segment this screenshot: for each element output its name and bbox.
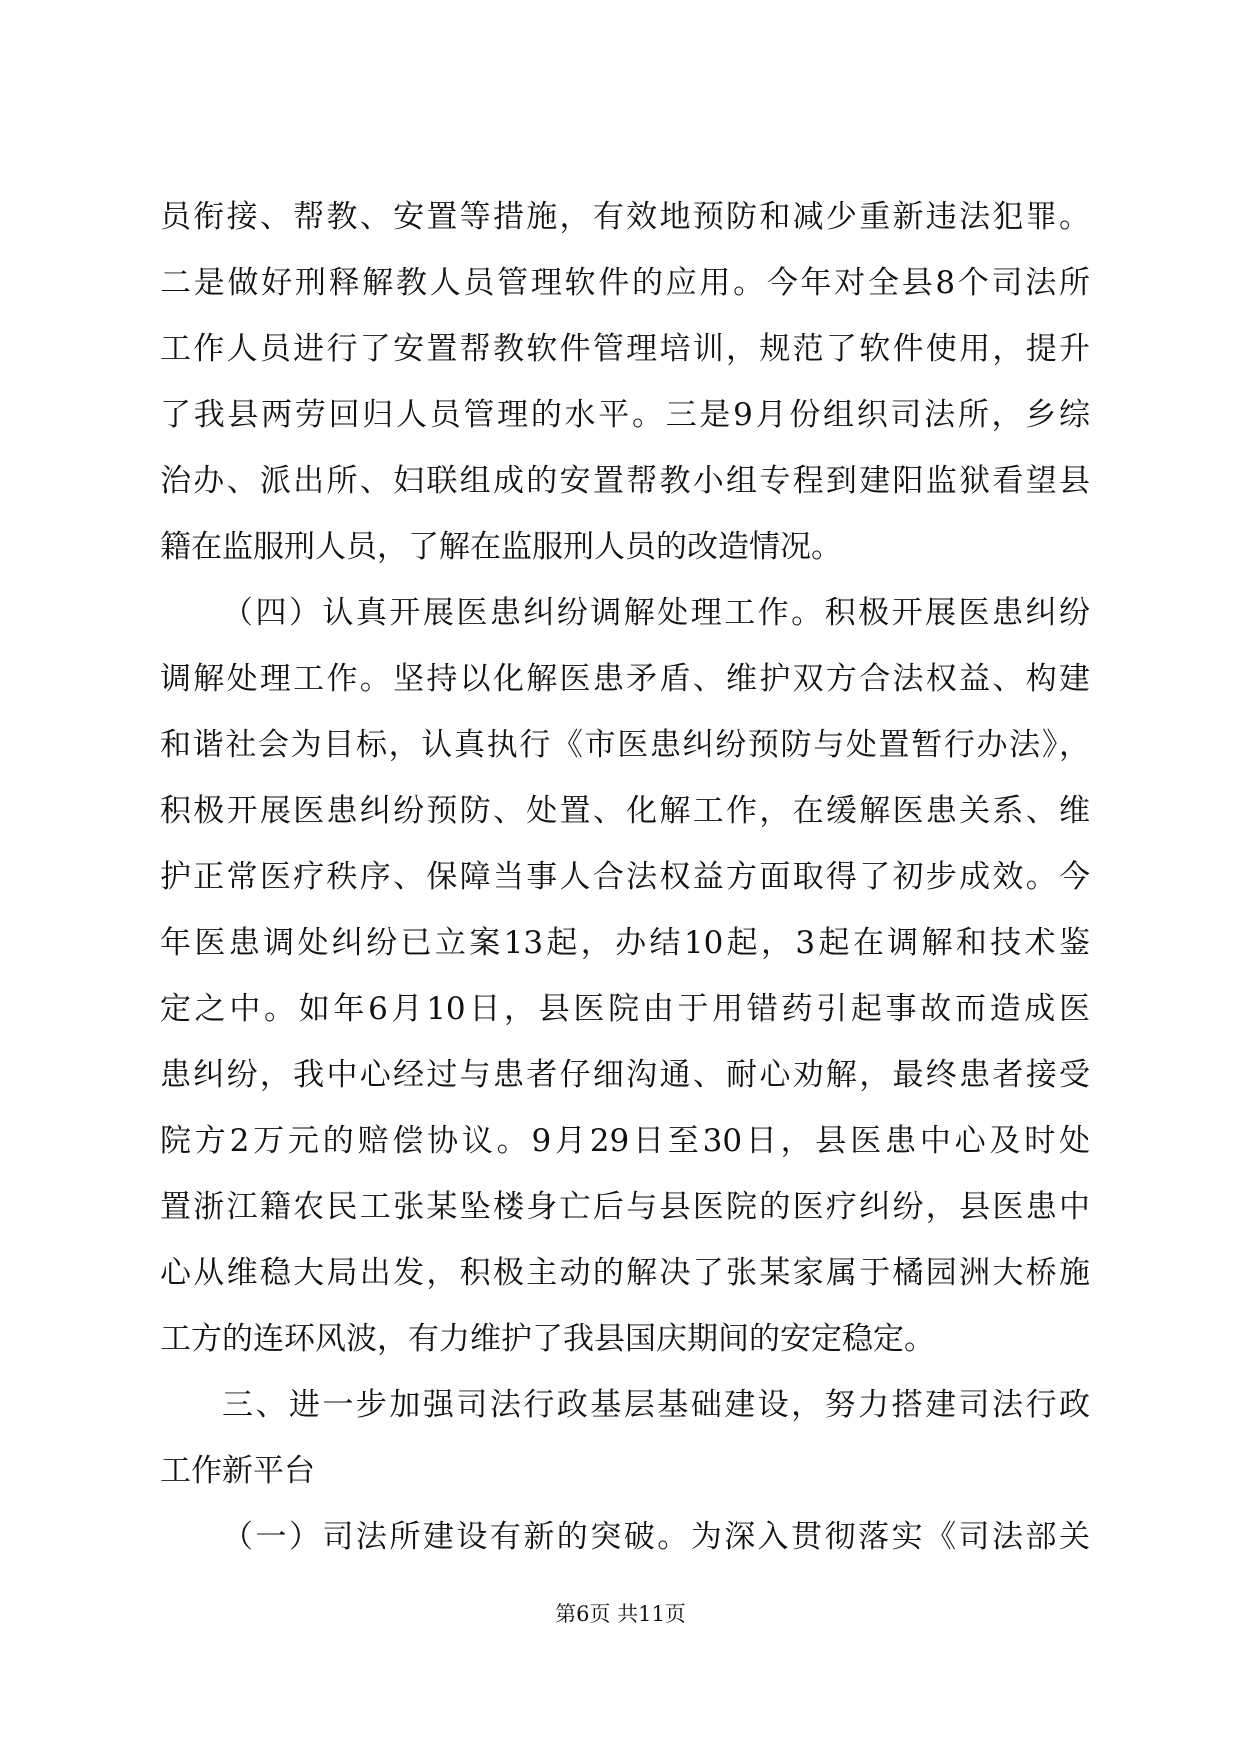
- text-line-17: 心从维稳大局出发，积极主动的解决了张某家属于橘园洲大桥施: [160, 1255, 1090, 1291]
- text-line-14: 患纠纷，我中心经过与患者仔细沟通、耐心劝解，最终患者接受: [160, 1057, 1090, 1093]
- text-line-15: 院方2万元的赔偿协议。9月29日至30日，县医患中心及时处: [160, 1123, 1090, 1159]
- text-line-9: 和谐社会为目标，认真执行《市医患纠纷预防与处置暂行办法》，: [160, 727, 1090, 763]
- text-line-7: （四）认真开展医患纠纷调解处理工作。积极开展医患纠纷: [222, 595, 1090, 631]
- document-body: [160, 184, 1090, 1570]
- text-line-13: 定之中。如年6月10日，县医院由于用错药引起事故而造成医: [160, 991, 1090, 1027]
- text-line-2: 二是做好刑释解教人员管理软件的应用。今年对全县8个司法所: [160, 265, 1090, 301]
- section-heading-line-1: 三、进一步加强司法行政基层基础建设，努力搭建司法行政: [222, 1387, 1090, 1423]
- text-line-6: 籍在监服刑人员，了解在监服刑人员的改造情况。: [160, 529, 842, 565]
- text-line-12: 年医患调处纠纷已立案13起，办结10起，3起在调解和技术鉴: [160, 925, 1090, 961]
- text-line-18: 工方的连环风波，有力维护了我县国庆期间的安定稳定。: [160, 1321, 935, 1357]
- text-line-1: 员衔接、帮教、安置等措施，有效地预防和减少重新违法犯罪。: [160, 199, 1090, 235]
- text-line-8: 调解处理工作。坚持以化解医患矛盾、维护双方合法权益、构建: [160, 661, 1090, 697]
- text-line-16: 置浙江籍农民工张某坠楼身亡后与县医院的医疗纠纷，县医患中: [160, 1189, 1090, 1225]
- text-line-3: 工作人员进行了安置帮教软件管理培训，规范了软件使用，提升: [160, 331, 1090, 367]
- page-number-footer: 第6页 共11页: [555, 1602, 686, 1626]
- section-heading-line-2: 工作新平台: [160, 1453, 315, 1489]
- text-line-4: 了我县两劳回归人员管理的水平。三是9月份组织司法所，乡综: [160, 397, 1090, 433]
- text-line-5: 治办、派出所、妇联组成的安置帮教小组专程到建阳监狱看望县: [160, 463, 1090, 499]
- text-line-21: （一）司法所建设有新的突破。为深入贯彻落实《司法部关: [222, 1519, 1090, 1555]
- text-line-11: 护正常医疗秩序、保障当事人合法权益方面取得了初步成效。今: [160, 859, 1090, 895]
- text-line-10: 积极开展医患纠纷预防、处置、化解工作，在缓解医患关系、维: [160, 793, 1090, 829]
